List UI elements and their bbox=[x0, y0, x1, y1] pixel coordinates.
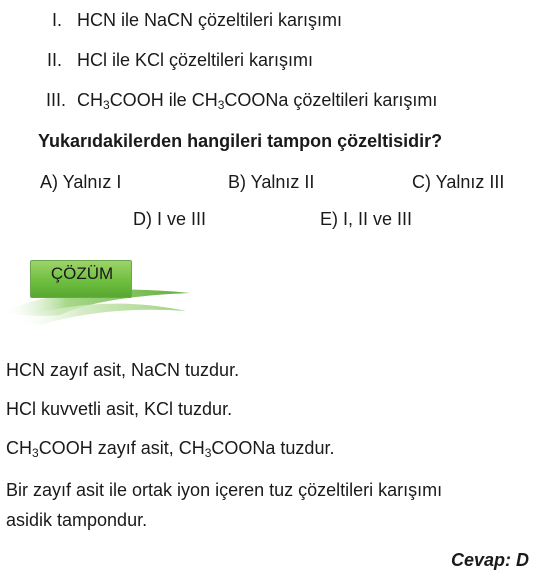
solution-line-2: HCl kuvvetli asit, KCl tuzdur. bbox=[6, 399, 233, 419]
statement-2-number: II. bbox=[46, 50, 62, 70]
statement-1-text: HCN ile NaCN çözeltileri karışımı bbox=[77, 10, 343, 30]
solution-line-3: $CH_3COOH$ zayıf asit, $CH_3COONa$ tuzdur. bbox=[6, 438, 335, 460]
option-a[interactable]: A) Yalnız I bbox=[40, 172, 122, 192]
solution-line-1: HCN zayıf asit, NaCN tuzdur. bbox=[6, 360, 240, 380]
statement-3-number: III. bbox=[45, 90, 66, 110]
statement-3-text: $CH_3COOH$ ile $CH_3COONa$ çözeltileri karışımı bbox=[77, 90, 438, 112]
option-b[interactable]: B) Yalnız II bbox=[228, 172, 315, 192]
solution-header: ÇÖZÜM bbox=[50, 264, 114, 283]
solution-line-5: asidik tampondur. bbox=[6, 510, 148, 530]
answer-label: Cevap: D bbox=[450, 550, 529, 570]
statement-1-number: I. bbox=[51, 10, 62, 30]
option-e[interactable]: E) I, II ve III bbox=[320, 209, 413, 229]
question-text: Yukarıdakilerden hangileri tampon çözeltisidir? bbox=[38, 131, 443, 151]
solution-line-4: Bir zayıf asit ile ortak iyon içeren tuz çözeltileri karışımı bbox=[6, 480, 443, 500]
statement-2-text: HCl ile KCl çözeltileri karışımı bbox=[77, 50, 314, 70]
option-d[interactable]: D) I ve III bbox=[133, 209, 207, 229]
option-c[interactable]: C) Yalnız III bbox=[412, 172, 505, 192]
